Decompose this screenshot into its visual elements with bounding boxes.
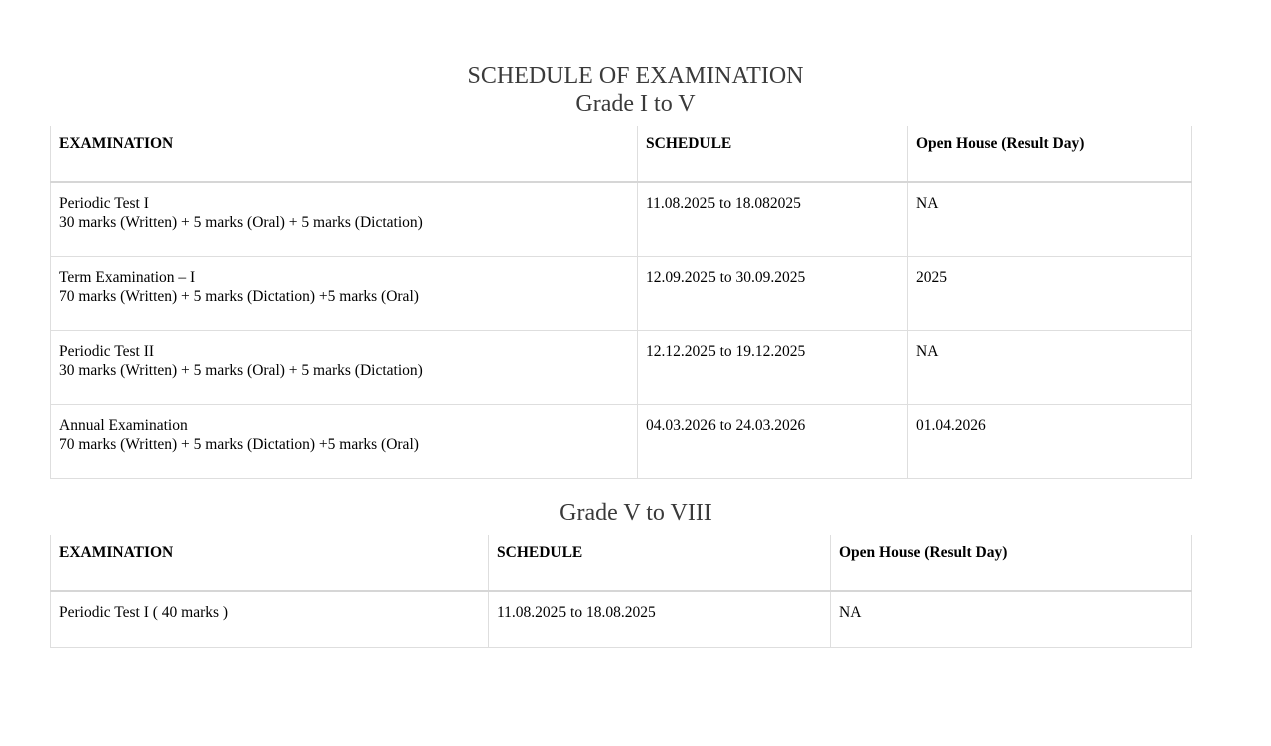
table-row [51, 591, 1192, 648]
schedule-cell: 11.08.2025 to 18.08.2025 [489, 591, 831, 648]
exam-cell: Periodic Test I ( 40 marks ) [51, 591, 489, 648]
table-header-row [51, 126, 1192, 182]
schedule-cell: 12.09.2025 to 30.09.2025 [638, 257, 908, 331]
exam-marks: 30 marks (Written) + 5 marks (Oral) + 5 marks (Dictation) [59, 362, 423, 379]
exam-marks: 70 marks (Written) + 5 marks (Dictation) +5 marks (Oral) [59, 436, 419, 453]
open-house-cell: NA [831, 591, 1192, 648]
open-house-cell: 2025 [908, 257, 1192, 331]
exam-cell [51, 405, 638, 479]
schedule-table-grade-1-5 [50, 126, 1192, 479]
section-heading-grade-1-5: Grade I to V [575, 91, 696, 117]
table-row [51, 405, 1192, 479]
exam-name: Periodic Test II [59, 343, 155, 360]
exam-name: Term Examination – I [59, 269, 196, 286]
column-header-open-house: Open House (Result Day) [831, 535, 1192, 591]
exam-cell [51, 257, 638, 331]
table-row [51, 257, 1192, 331]
section-heading-grade-5-8: Grade V to VIII [559, 500, 712, 526]
open-house-cell: NA [908, 331, 1192, 405]
exam-name: Periodic Test I [59, 195, 149, 212]
open-house-cell: 01.04.2026 [908, 405, 1192, 479]
exam-name: Annual Examination [59, 417, 188, 434]
column-header-schedule: SCHEDULE [489, 535, 831, 591]
exam-marks: 70 marks (Written) + 5 marks (Dictation) +5 marks (Oral) [59, 288, 419, 305]
column-header-schedule: SCHEDULE [638, 126, 908, 182]
table-header-row [51, 535, 1192, 591]
schedule-cell: 11.08.2025 to 18.082025 [638, 182, 908, 257]
open-house-cell: NA [908, 182, 1192, 257]
column-header-examination: EXAMINATION [51, 535, 489, 591]
schedule-table-grade-5-8 [50, 535, 1192, 648]
table-row [51, 331, 1192, 405]
schedule-cell: 04.03.2026 to 24.03.2026 [638, 405, 908, 479]
schedule-cell: 12.12.2025 to 19.12.2025 [638, 331, 908, 405]
column-header-examination: EXAMINATION [51, 126, 638, 182]
exam-cell [51, 331, 638, 405]
page-title: SCHEDULE OF EXAMINATION [467, 63, 804, 89]
exam-cell [51, 182, 638, 257]
exam-marks: 30 marks (Written) + 5 marks (Oral) + 5 marks (Dictation) [59, 214, 423, 231]
table-row [51, 182, 1192, 257]
column-header-open-house: Open House (Result Day) [908, 126, 1192, 182]
